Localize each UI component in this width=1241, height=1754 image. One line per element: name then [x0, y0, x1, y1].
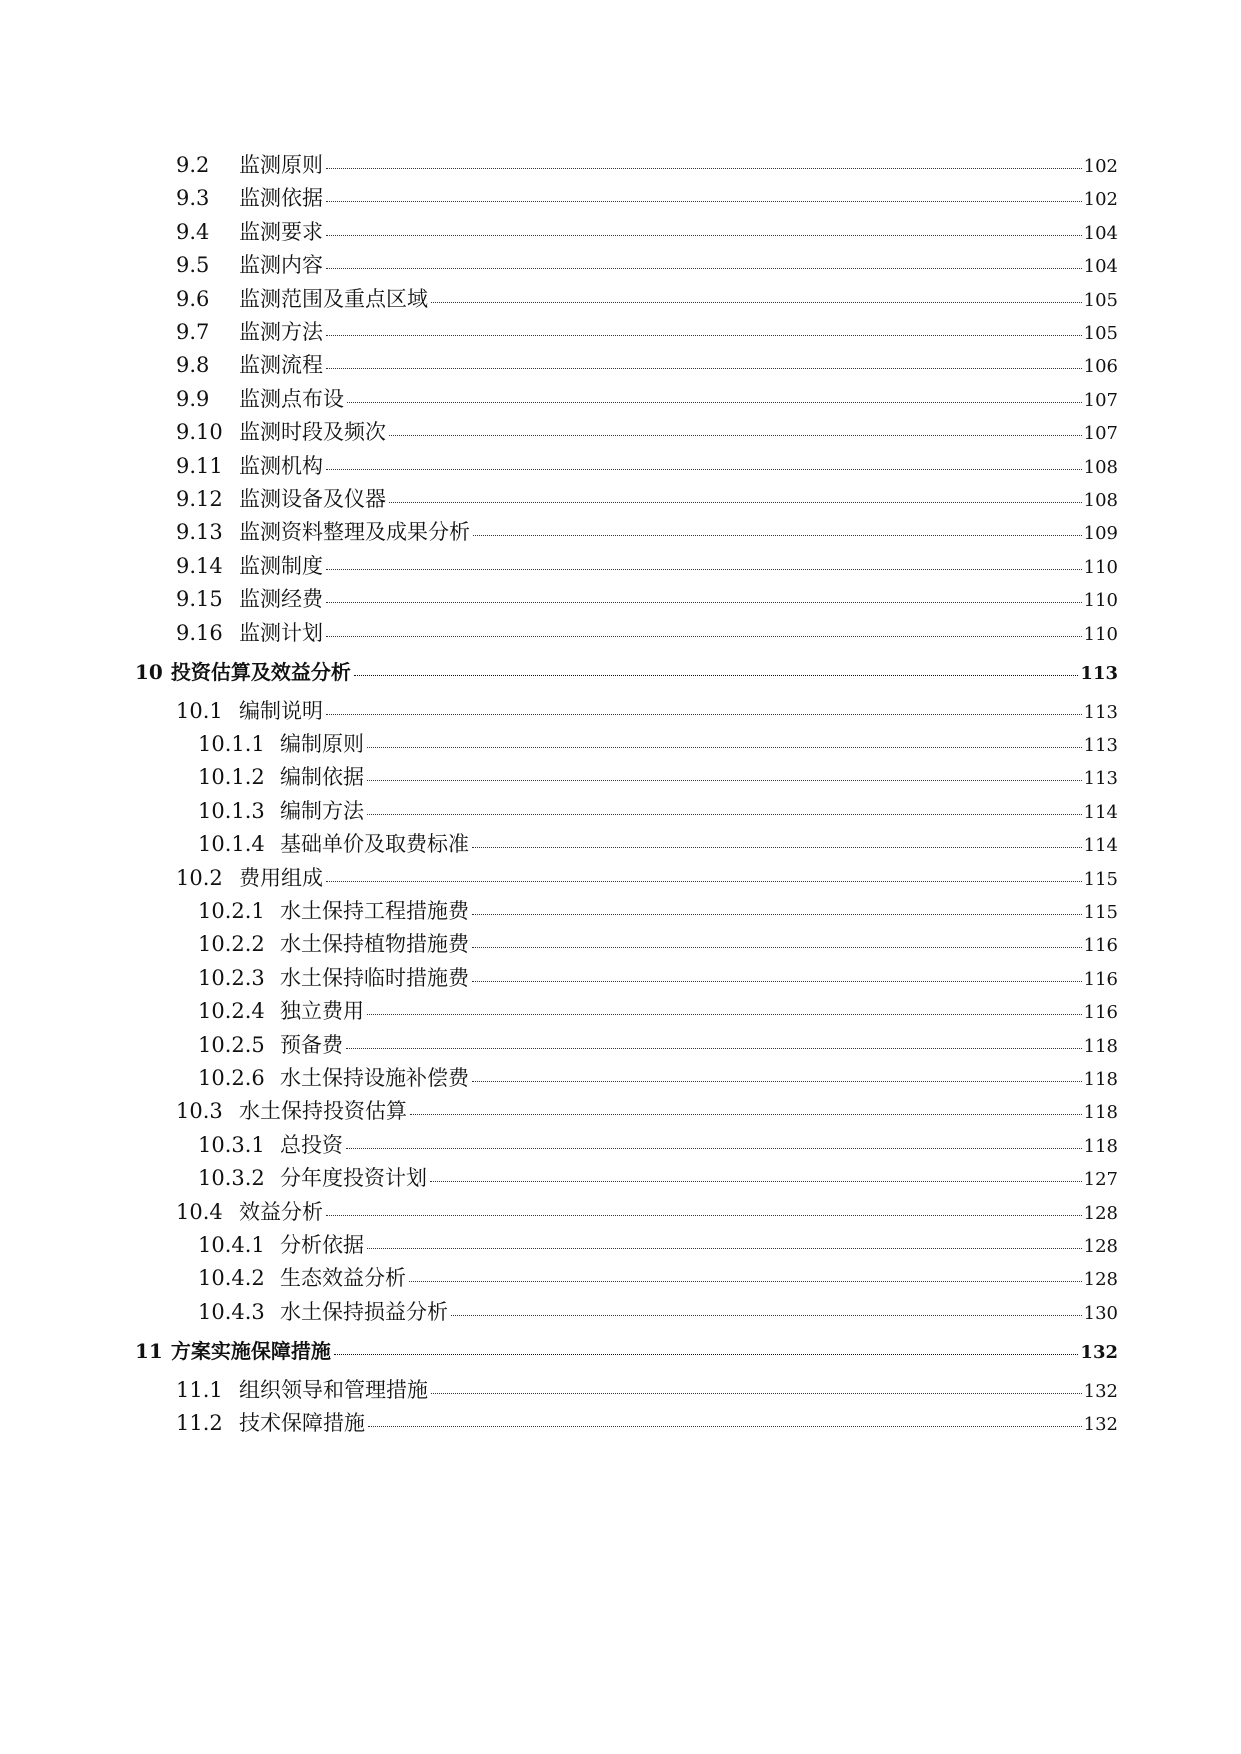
toc-entry-page-number: 104 [1083, 256, 1118, 278]
toc-entry-title: 方案实施保障措施 [170, 1338, 331, 1363]
toc-entry[interactable] [148, 317, 1118, 349]
dot-leader [326, 235, 1082, 236]
toc-entry-page-number: 110 [1083, 590, 1118, 612]
toc-entry-title: 监测依据 [239, 186, 323, 211]
dot-leader [326, 602, 1082, 603]
toc-entry-page-number: 128 [1083, 1269, 1118, 1291]
toc-entry-number: 10.1.3 [198, 798, 265, 823]
toc-entry-number: 9.6 [176, 286, 210, 311]
toc-entry-number: 9.8 [176, 353, 210, 378]
toc-entry-title: 监测机构 [239, 453, 323, 478]
toc-entry[interactable] [148, 1297, 1118, 1329]
toc-entry-page-number: 108 [1083, 456, 1118, 478]
dot-leader [472, 914, 1082, 915]
toc-entry[interactable] [148, 150, 1118, 182]
toc-entry-title: 编制说明 [239, 698, 323, 723]
dot-leader [431, 302, 1082, 303]
toc-entry-number: 9.16 [176, 620, 223, 645]
toc-entry-number: 9.13 [176, 520, 223, 545]
toc-entry-page-number: 116 [1083, 935, 1118, 957]
toc-entry[interactable] [148, 1096, 1118, 1128]
dot-leader [346, 1148, 1082, 1149]
toc-entry-title: 编制原则 [280, 732, 364, 756]
toc-entry-title: 基础单价及取费标准 [280, 832, 469, 857]
dot-leader [347, 402, 1082, 403]
toc-entry-number: 9.4 [176, 219, 210, 244]
toc-entry-title: 监测原则 [239, 153, 323, 177]
toc-entry-number: 10.1 [176, 698, 223, 723]
toc-entry-number: 9.12 [176, 487, 223, 511]
toc-entry-number: 10.2.1 [198, 899, 265, 923]
toc-entry[interactable] [148, 896, 1118, 928]
toc-entry-title: 监测范围及重点区域 [239, 286, 428, 311]
toc-entry-number: 9.5 [176, 253, 210, 278]
toc-entry-page-number: 105 [1083, 323, 1118, 344]
toc-entry-title: 水土保持损益分析 [280, 1299, 448, 1324]
toc-entry-number: 9.11 [176, 453, 223, 478]
dot-leader [410, 1114, 1082, 1115]
dot-leader [326, 368, 1082, 369]
toc-entry-title: 编制依据 [280, 765, 364, 790]
toc-entry[interactable] [148, 284, 1118, 316]
toc-entry-title: 总投资 [280, 1132, 343, 1157]
toc-entry-number: 10.2.3 [198, 965, 265, 990]
toc-entry-page-number: 109 [1083, 523, 1118, 545]
dot-leader [326, 1215, 1082, 1216]
dot-leader [326, 168, 1082, 169]
dot-leader [326, 881, 1082, 882]
toc-entry-page-number: 104 [1083, 222, 1118, 244]
toc-entry[interactable] [148, 484, 1118, 516]
toc-entry[interactable] [148, 829, 1118, 861]
toc-entry-number: 10.1.2 [198, 765, 265, 790]
toc-entry-title: 监测方法 [239, 320, 323, 344]
toc-entry[interactable] [148, 1063, 1118, 1095]
toc-entry[interactable] [148, 1030, 1118, 1062]
toc-entry-page-number: 113 [1083, 735, 1118, 756]
toc-entry-title: 分年度投资计划 [280, 1166, 427, 1191]
toc-entry-title: 编制方法 [280, 798, 364, 823]
toc-entry-title: 监测资料整理及成果分析 [239, 520, 470, 545]
toc-entry-number: 10 [135, 659, 163, 684]
toc-entry[interactable] [148, 1230, 1118, 1262]
toc-entry[interactable] [148, 1163, 1118, 1195]
toc-entry-number: 11.2 [176, 1411, 223, 1436]
toc-entry-title: 投资估算及效益分析 [170, 659, 351, 684]
toc-entry-number: 9.10 [176, 420, 223, 445]
toc-entry-page-number: 102 [1083, 156, 1118, 177]
toc-entry-number: 10.1.4 [198, 832, 265, 857]
toc-entry[interactable] [148, 963, 1118, 995]
toc-entry[interactable] [148, 729, 1118, 761]
toc-entry-number: 9.9 [176, 386, 210, 411]
dot-leader [326, 636, 1082, 637]
toc-entry-page-number: 114 [1083, 801, 1118, 823]
toc-entry[interactable] [148, 350, 1118, 382]
toc-entry-title: 监测时段及频次 [239, 420, 386, 445]
toc-entry[interactable] [148, 1263, 1118, 1295]
toc-entry-page-number: 118 [1083, 1069, 1118, 1090]
toc-entry-page-number: 116 [1083, 968, 1118, 990]
dot-leader [367, 814, 1082, 815]
toc-entry[interactable] [148, 517, 1118, 549]
dot-leader [389, 435, 1082, 436]
toc-entry-page-number: 102 [1083, 189, 1118, 211]
toc-entry-title: 监测计划 [239, 620, 323, 645]
toc-entry-page-number: 128 [1083, 1202, 1118, 1224]
toc-entry-number: 10.4.3 [198, 1299, 265, 1324]
dot-leader [430, 1181, 1082, 1182]
toc-entry[interactable] [148, 796, 1118, 828]
toc-entry-number: 10.3 [176, 1099, 223, 1124]
dot-leader [472, 1081, 1082, 1082]
toc-entry[interactable] [148, 863, 1118, 895]
toc-entry-number: 9.7 [176, 320, 210, 344]
dot-leader [472, 947, 1082, 948]
toc-entry[interactable] [148, 1408, 1118, 1440]
toc-entry-number: 10.4 [176, 1199, 223, 1224]
toc-entry-number: 9.3 [176, 186, 210, 211]
toc-entry-page-number: 118 [1083, 1102, 1118, 1124]
toc-entry-title: 水土保持设施补偿费 [280, 1066, 469, 1090]
toc-entry[interactable] [148, 618, 1118, 650]
toc-entry-number: 10.4.1 [198, 1233, 265, 1257]
toc-entry-number: 11 [135, 1338, 163, 1363]
toc-entry-number: 10.3.2 [198, 1166, 265, 1191]
toc-entry-page-number: 132 [1083, 1414, 1118, 1436]
toc-entry-page-number: 118 [1083, 1135, 1118, 1157]
toc-entry-number: 10.2.6 [198, 1066, 265, 1090]
toc-chapter-entry[interactable] [135, 1336, 1118, 1368]
toc-entry-number: 9.2 [176, 153, 210, 177]
toc-entry-page-number: 115 [1083, 868, 1118, 890]
toc-entry-title: 预备费 [280, 1032, 343, 1057]
toc-entry-title: 监测制度 [239, 553, 323, 578]
toc-entry-page-number: 116 [1083, 1002, 1118, 1024]
toc-entry-title: 效益分析 [239, 1199, 323, 1224]
dot-leader [367, 747, 1082, 748]
dot-leader [334, 1354, 1079, 1355]
toc-entry[interactable] [148, 183, 1118, 215]
toc-entry-number: 10.2 [176, 865, 223, 890]
toc-entry[interactable] [148, 584, 1118, 616]
toc-entry-page-number: 106 [1083, 356, 1118, 378]
toc-entry[interactable] [148, 384, 1118, 416]
toc-entry-title: 监测经费 [239, 587, 323, 612]
toc-entry-page-number: 113 [1083, 768, 1118, 790]
dot-leader [368, 1426, 1082, 1427]
dot-leader [473, 535, 1082, 536]
toc-entry[interactable] [148, 1130, 1118, 1162]
dot-leader [409, 1281, 1082, 1282]
dot-leader [389, 502, 1082, 503]
toc-entry-number: 11.1 [176, 1377, 223, 1402]
toc-entry-title: 监测内容 [239, 253, 323, 278]
toc-entry[interactable] [148, 217, 1118, 249]
toc-entry-page-number: 130 [1083, 1302, 1118, 1324]
toc-entry-page-number: 128 [1083, 1236, 1118, 1257]
toc-entry[interactable] [148, 551, 1118, 583]
toc-entry-page-number: 110 [1083, 623, 1118, 645]
toc-entry-number: 10.2.2 [198, 932, 265, 957]
toc-entry-number: 9.15 [176, 587, 223, 612]
toc-entry-title: 监测要求 [239, 219, 323, 244]
toc-entry[interactable] [148, 996, 1118, 1028]
dot-leader [472, 981, 1082, 982]
toc-entry-page-number: 114 [1083, 835, 1118, 857]
toc-entry[interactable] [148, 1375, 1118, 1407]
toc-entry[interactable] [148, 1197, 1118, 1229]
toc-entry-title: 水土保持临时措施费 [280, 965, 469, 990]
dot-leader [367, 1014, 1082, 1015]
dot-leader [326, 268, 1082, 269]
toc-entry-page-number: 132 [1083, 1380, 1118, 1402]
toc-entry-title: 监测设备及仪器 [239, 487, 386, 511]
dot-leader [431, 1393, 1082, 1394]
toc-entry[interactable] [148, 417, 1118, 449]
toc-entry-title: 生态效益分析 [280, 1266, 406, 1291]
toc-entry-page-number: 132 [1080, 1341, 1118, 1363]
toc-entry-number: 10.3.1 [198, 1132, 265, 1157]
toc-entry[interactable] [148, 451, 1118, 483]
toc-entry-number: 10.2.4 [198, 999, 265, 1024]
toc-entry-title: 水土保持工程措施费 [280, 899, 469, 923]
toc-entry[interactable] [148, 696, 1118, 728]
toc-entry-page-number: 107 [1083, 389, 1118, 411]
toc-entry-number: 9.14 [176, 553, 223, 578]
toc-entry-page-number: 110 [1083, 556, 1118, 578]
dot-leader [326, 469, 1082, 470]
toc-entry-title: 水土保持投资估算 [239, 1099, 407, 1124]
toc-entry-number: 10.1.1 [198, 732, 265, 756]
toc-entry-number: 10.2.5 [198, 1032, 265, 1057]
toc-entry-title: 技术保障措施 [239, 1411, 365, 1436]
toc-entry-number: 10.4.2 [198, 1266, 265, 1291]
toc-entry-title: 水土保持植物措施费 [280, 932, 469, 957]
toc-entry-title: 独立费用 [280, 999, 364, 1024]
dot-leader [326, 335, 1082, 336]
toc-entry-title: 费用组成 [239, 865, 323, 890]
toc-entry-page-number: 105 [1083, 289, 1118, 311]
dot-leader [367, 1248, 1082, 1249]
dot-leader [354, 675, 1079, 676]
toc-entry-page-number: 113 [1083, 701, 1118, 723]
toc-entry-page-number: 115 [1083, 902, 1118, 923]
dot-leader [451, 1315, 1082, 1316]
toc-entry-title: 监测点布设 [239, 386, 344, 411]
toc-entry-page-number: 108 [1083, 490, 1118, 511]
toc-entry-page-number: 118 [1083, 1035, 1118, 1057]
toc-entry[interactable] [148, 250, 1118, 282]
toc-entry[interactable] [148, 929, 1118, 961]
toc-entry-title: 组织领导和管理措施 [239, 1377, 428, 1402]
dot-leader [367, 780, 1082, 781]
dot-leader [326, 714, 1082, 715]
toc-entry[interactable] [148, 762, 1118, 794]
toc-entry-page-number: 127 [1083, 1169, 1118, 1191]
toc-entry-page-number: 113 [1080, 662, 1118, 684]
dot-leader [472, 847, 1082, 848]
dot-leader [326, 569, 1082, 570]
toc-entry-title: 分析依据 [280, 1233, 364, 1257]
dot-leader [326, 201, 1082, 202]
dot-leader [346, 1048, 1082, 1049]
toc-entry-title: 监测流程 [239, 353, 323, 378]
toc-entry-page-number: 107 [1083, 423, 1118, 445]
toc-chapter-entry[interactable] [135, 657, 1118, 689]
